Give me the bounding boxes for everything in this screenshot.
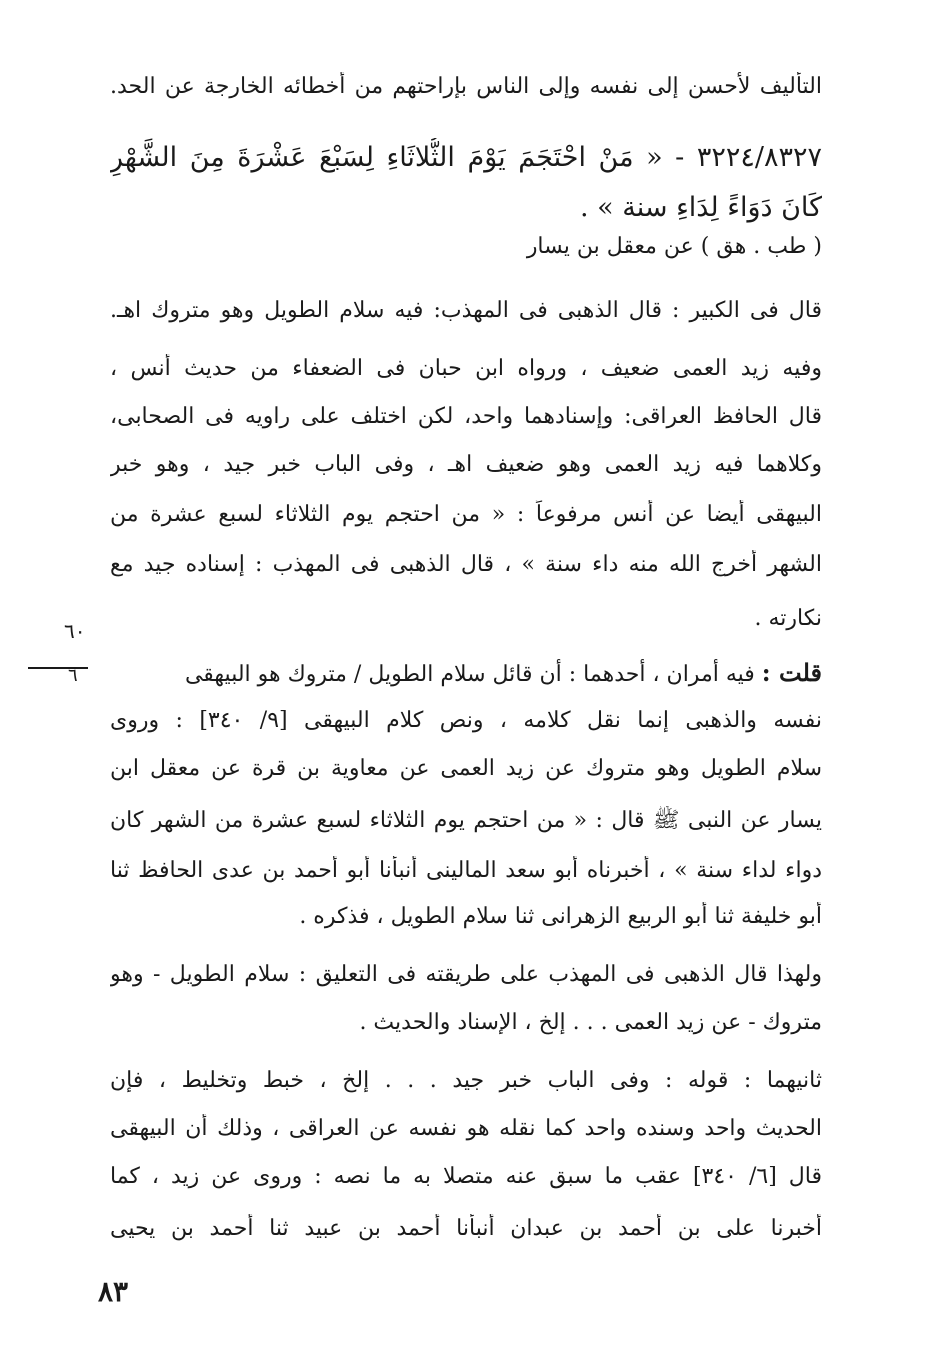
text-line: أخبرنا على بن أحمد بن عبدان أنبأنا أحمد بن عبيد ثنا أحمد بن يحيى [110,1216,822,1241]
text-line: قال [٦/ ٣٤٠] عقب ما سبق عنه متصلا به ما نصه : وروى عن زيد ، كما [110,1164,822,1189]
text-line: سلام الطويل وهو متروك عن زيد العمى عن معاوية بن قرة عن معقل ابن [110,756,822,781]
text-line: قال الحافظ العراقى: وإسنادهما واحد، لكن اختلف على راويه فى الصحابى، [110,404,822,429]
margin-page-number: ٦٠ [64,619,86,643]
text-line: نكارته . [754,606,822,631]
text-line: التأليف لأحسن إلى نفسه وإلى الناس بإراحتهم من أخطائه الخارجة عن الحد. [110,74,822,99]
qult-label: قلت : [761,658,822,687]
text-line: الشهر أخرج الله منه داء سنة » ، قال الذهبى فى المهذب : إسناده جيد مع [110,552,822,577]
qult-text: فيه أمران ، أحدهما : أن قائل سلام الطويل / متروك هو البيهقى [184,662,755,687]
qult-line [110,658,822,688]
page-number: ٨٣ [98,1275,129,1308]
text-line: الحديث واحد وسنده واحد كما نقله هو نفسه عن العراقى ، وذلك أن البيهقى [110,1116,822,1141]
margin-volume-number: ٦ [68,665,78,686]
hadith-line: كَانَ دَوَاءً لِدَاءِ سنة » . [579,192,822,223]
text-line: قال فى الكبير : قال الذهبى فى المهذب: فيه سلام الطويل وهو متروك اهـ. [110,298,822,323]
text-line: دواء لداء سنة » ، أخبرناه أبو سعد المالينى أنبأنا أبو أحمد بن عدى الحافظ ثنا [110,858,822,883]
hadith-line: ٣٢٢٤/٨٣٢٧ - « مَنْ احْتَجَمَ يَوْمَ الثُّلاثَاءِ لِسَبْعَ عَشْرَةَ مِنَ الشَّهْرِ [110,142,822,173]
margin-page-marker [58,619,108,686]
source-line: ( طب . هق ) عن معقل بن يسار [526,234,822,259]
text-line: يسار عن النبى ﷺ قال : « من احتجم يوم الثلاثاء لسبع عشرة من الشهر كان [110,808,822,833]
text-line: وفيه زيد العمى ضعيف ، ورواه ابن حبان فى الضعفاء من حديث أنس ، [110,356,822,381]
text-line: نفسه والذهبى إنما نقل كلامه ، ونص كلام البيهقى [٩/ ٣٤٠] : وروى [110,708,822,733]
text-line: متروك - عن زيد العمى . . . إلخ ، الإسناد والحديث . [359,1010,822,1035]
text-line: أبو خليفة ثنا أبو الربيع الزهرانى ثنا سلام الطويل ، فذكره . [299,904,822,929]
text-line: وكلاهما فيه زيد العمى وهو ضعيف اهـ ، وفى الباب خبر جيد ، وهو خبر [110,452,822,477]
text-line: البيهقى أيضا عن أنس مرفوعاً : « من احتجم يوم الثلاثاء لسبع عشرة من [110,502,822,527]
margin-divider [28,667,88,669]
text-line: ثانيهما : قوله : وفى الباب خبر جيد . . . إلخ ، خبط وتخليط ، فإن [110,1068,822,1093]
text-line: ولهذا قال الذهبى فى المهذب على طريقته فى التعليق : سلام الطويل - وهو [110,962,822,987]
